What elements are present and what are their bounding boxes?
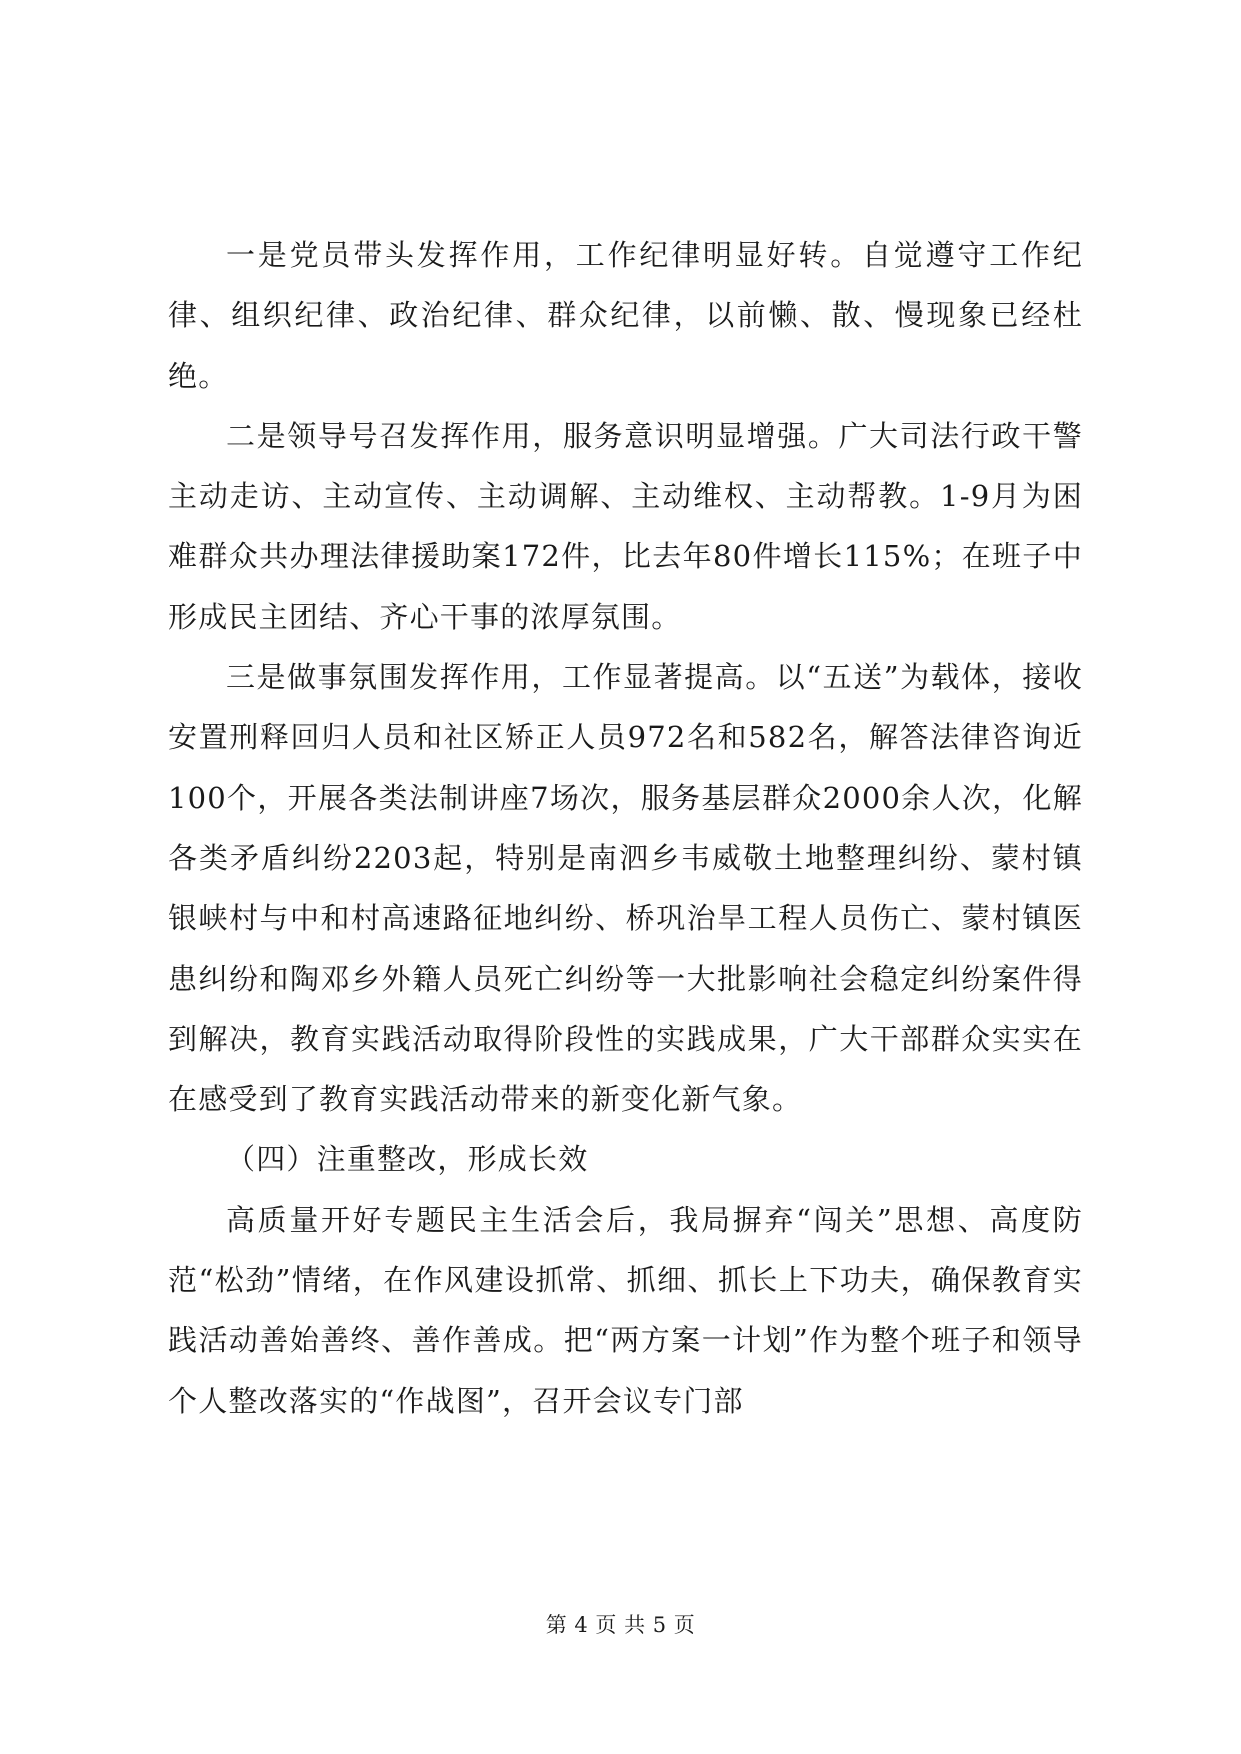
paragraph-party-members: 一是党员带头发挥作用，工作纪律明显好转。自觉遵守工作纪律、组织纪律、政治纪律、群众纪律，以前懒、散、慢现象已经杜绝。 bbox=[168, 238, 1083, 393]
page-number-footer: 第 4 页 共 5 页 bbox=[545, 1613, 696, 1637]
section-heading: （四）注重整改，形成长效 bbox=[226, 1142, 589, 1177]
paragraph-leadership: 二是领导号召发挥作用，服务意识明显增强。广大司法行政干警主动走访、主动宣传、主动调解、主动维权、主动帮教。1-9月为困难群众共办理法律援助案172件，比去年80件增长115%；在班子中形成民主团结、齐心干事的浓厚氛围。 bbox=[168, 418, 1083, 634]
paragraph-rectification: 高质量开好专题民主生活会后，我局摒弃“闯关”思想、高度防范“松劲”情绪，在作风建设抓常、抓细、抓长上下功夫，确保教育实践活动善始善终、善作善成。把“两方案一计划”作为整个班子和领导个人整改落实的“作战图”，召开会议专门部 bbox=[168, 1202, 1083, 1418]
paragraph-atmosphere: 三是做事氛围发挥作用，工作显著提高。以“五送”为载体，接收安置刑释回归人员和社区矫正人员972名和582名，解答法律咨询近100个，开展各类法制讲座7场次，服务基层群众2000余人次，化解各类矛盾纠纷2203起，特别是南泗乡韦威敬土地整理纠纷、蒙村镇银峡村与中和村高速路征地纠纷、桥巩治旱工程人员伤亡、蒙村镇医患纠纷和陶邓乡外籍人员死亡纠纷等一大批影响社会稳定纠纷案件得到解决，教育实践活动取得阶段性的实践成果，广大干部群众实实在在感受到了教育实践活动带来的新变化新气象。 bbox=[168, 660, 1083, 1117]
document-body bbox=[168, 225, 1083, 1431]
